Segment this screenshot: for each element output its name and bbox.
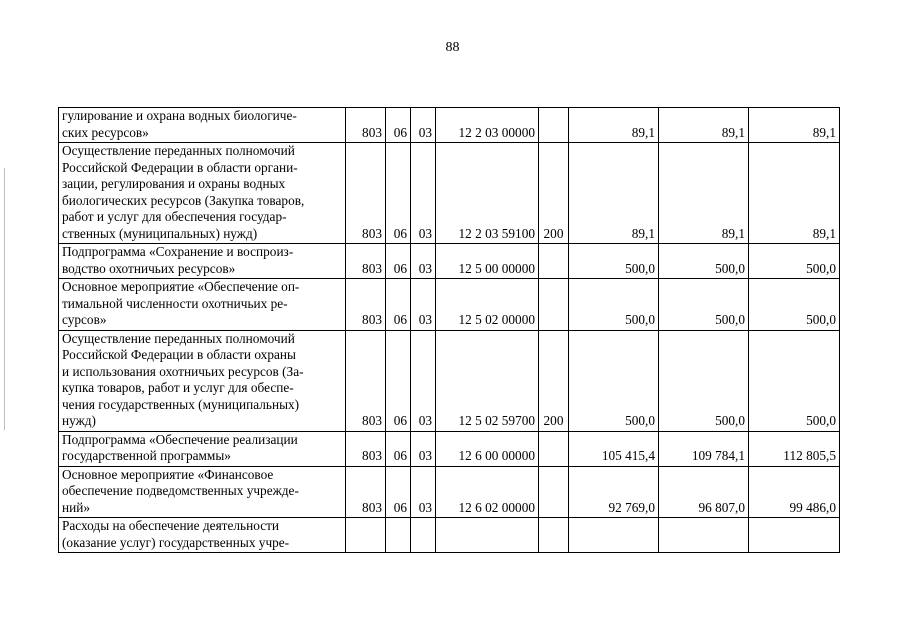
description-line: ских ресурсов» <box>62 124 149 140</box>
ministry-code-cell: 803 <box>346 143 386 244</box>
ministry-code-cell: 803 <box>346 279 386 331</box>
description-line: нужд) <box>62 413 96 428</box>
expense-type-cell <box>539 466 569 518</box>
section-code-cell: 06 <box>386 143 411 244</box>
expense-type-cell <box>539 244 569 279</box>
target-article-cell: 12 5 02 00000 <box>436 279 539 331</box>
amount-year2-cell: 500,0 <box>659 244 749 279</box>
target-article-cell: 12 2 03 59100 <box>436 143 539 244</box>
amount-year1-cell: 500,0 <box>569 279 659 331</box>
scan-edge-mark <box>4 168 5 430</box>
amount-year1-cell: 92 769,0 <box>569 466 659 518</box>
description-line: сурсов» <box>62 312 107 327</box>
target-article-cell: 12 6 00 00000 <box>436 431 539 466</box>
table-row <box>59 518 840 553</box>
description-line: Российской Федерации в области органи- <box>62 159 298 175</box>
description-line: Расходы на обеспечение деятельности <box>62 518 280 533</box>
target-article-cell: 12 5 02 59700 <box>436 330 539 431</box>
amount-year3-cell <box>749 518 840 553</box>
description-line: обеспечение подведомственных учрежде- <box>62 483 299 498</box>
row-description-cell <box>59 431 346 466</box>
expense-type-cell <box>539 518 569 553</box>
description-line: Осуществление переданных полномочий <box>62 143 295 158</box>
budget-table <box>58 107 840 553</box>
subsection-code-cell: 03 <box>411 244 436 279</box>
target-article-cell: 12 6 02 00000 <box>436 466 539 518</box>
ministry-code-cell: 803 <box>346 244 386 279</box>
subsection-code-cell: 03 <box>411 108 436 143</box>
ministry-code-cell: 803 <box>346 330 386 431</box>
target-article-cell <box>436 518 539 553</box>
description-line: работ и услуг для обеспечения государ- <box>62 209 287 224</box>
amount-year3-cell: 500,0 <box>749 330 840 431</box>
expense-type-cell <box>539 431 569 466</box>
amount-year3-cell: 89,1 <box>749 108 840 143</box>
budget-table-body <box>59 108 840 553</box>
subsection-code-cell: 03 <box>411 466 436 518</box>
amount-year1-cell: 500,0 <box>569 244 659 279</box>
description-line: Подпрограмма «Обеспечение реализации <box>62 431 298 447</box>
description-line: государственной программы» <box>62 448 231 463</box>
expense-type-cell <box>539 279 569 331</box>
amount-year1-cell <box>569 518 659 553</box>
subsection-code-cell: 03 <box>411 143 436 244</box>
description-line: биологических ресурсов (Закупка товаров, <box>62 192 305 208</box>
target-article-cell: 12 5 00 00000 <box>436 244 539 279</box>
amount-year3-cell: 112 805,5 <box>749 431 840 466</box>
subsection-code-cell: 03 <box>411 279 436 331</box>
amount-year2-cell: 89,1 <box>659 143 749 244</box>
table-row <box>59 466 840 518</box>
amount-year2-cell: 109 784,1 <box>659 431 749 466</box>
subsection-code-cell: 03 <box>411 330 436 431</box>
description-line: купка товаров, работ и услуг для обеспе- <box>62 380 294 395</box>
amount-year1-cell: 105 415,4 <box>569 431 659 466</box>
amount-year1-cell: 89,1 <box>569 143 659 244</box>
row-description-cell <box>59 330 346 431</box>
row-description-cell <box>59 466 346 518</box>
table-row <box>59 431 840 466</box>
description-line: чения государственных (муниципальных) <box>62 396 300 412</box>
amount-year3-cell: 99 486,0 <box>749 466 840 518</box>
section-code-cell: 06 <box>386 431 411 466</box>
description-line: водство охотничьих ресурсов» <box>62 260 236 276</box>
description-line: Основное мероприятие «Обеспечение оп- <box>62 279 300 294</box>
amount-year2-cell: 500,0 <box>659 330 749 431</box>
row-description-cell <box>59 518 346 553</box>
ministry-code-cell: 803 <box>346 108 386 143</box>
amount-year1-cell: 89,1 <box>569 108 659 143</box>
description-line: ний» <box>62 499 90 515</box>
table-row <box>59 143 840 244</box>
amount-year3-cell: 500,0 <box>749 279 840 331</box>
table-row <box>59 244 840 279</box>
amount-year2-cell: 500,0 <box>659 279 749 331</box>
ministry-code-cell <box>346 518 386 553</box>
table-row <box>59 279 840 331</box>
row-description-cell <box>59 108 346 143</box>
table-row <box>59 108 840 143</box>
description-line: Основное мероприятие «Финансовое <box>62 466 274 482</box>
subsection-code-cell: 03 <box>411 431 436 466</box>
section-code-cell: 06 <box>386 330 411 431</box>
description-line: тимальной численности охотничьих ре- <box>62 295 288 311</box>
ministry-code-cell: 803 <box>346 466 386 518</box>
description-line: Осуществление переданных полномочий <box>62 330 295 346</box>
amount-year1-cell: 500,0 <box>569 330 659 431</box>
amount-year2-cell <box>659 518 749 553</box>
expense-type-cell: 200 <box>539 330 569 431</box>
description-line: гулирование и охрана водных биологиче- <box>62 108 297 123</box>
description-line: и использования охотничьих ресурсов (За- <box>62 363 304 379</box>
description-line: (оказание услуг) государственных учре- <box>62 534 290 550</box>
expense-type-cell: 200 <box>539 143 569 244</box>
section-code-cell: 06 <box>386 466 411 518</box>
row-description-cell <box>59 279 346 331</box>
description-line: Подпрограмма «Сохранение и воспроиз- <box>62 244 294 259</box>
table-row <box>59 330 840 431</box>
amount-year2-cell: 89,1 <box>659 108 749 143</box>
row-description-cell <box>59 143 346 244</box>
section-code-cell: 06 <box>386 244 411 279</box>
row-description-cell <box>59 244 346 279</box>
subsection-code-cell <box>411 518 436 553</box>
amount-year3-cell: 500,0 <box>749 244 840 279</box>
section-code-cell <box>386 518 411 553</box>
description-line: ственных (муниципальных) нужд) <box>62 225 258 241</box>
target-article-cell: 12 2 03 00000 <box>436 108 539 143</box>
amount-year2-cell: 96 807,0 <box>659 466 749 518</box>
page-number: 88 <box>445 40 460 55</box>
description-line: Российской Федерации в области охраны <box>62 347 296 362</box>
section-code-cell: 06 <box>386 279 411 331</box>
section-code-cell: 06 <box>386 108 411 143</box>
expense-type-cell <box>539 108 569 143</box>
ministry-code-cell: 803 <box>346 431 386 466</box>
amount-year3-cell: 89,1 <box>749 143 840 244</box>
description-line: зации, регулирования и охраны водных <box>62 176 286 191</box>
